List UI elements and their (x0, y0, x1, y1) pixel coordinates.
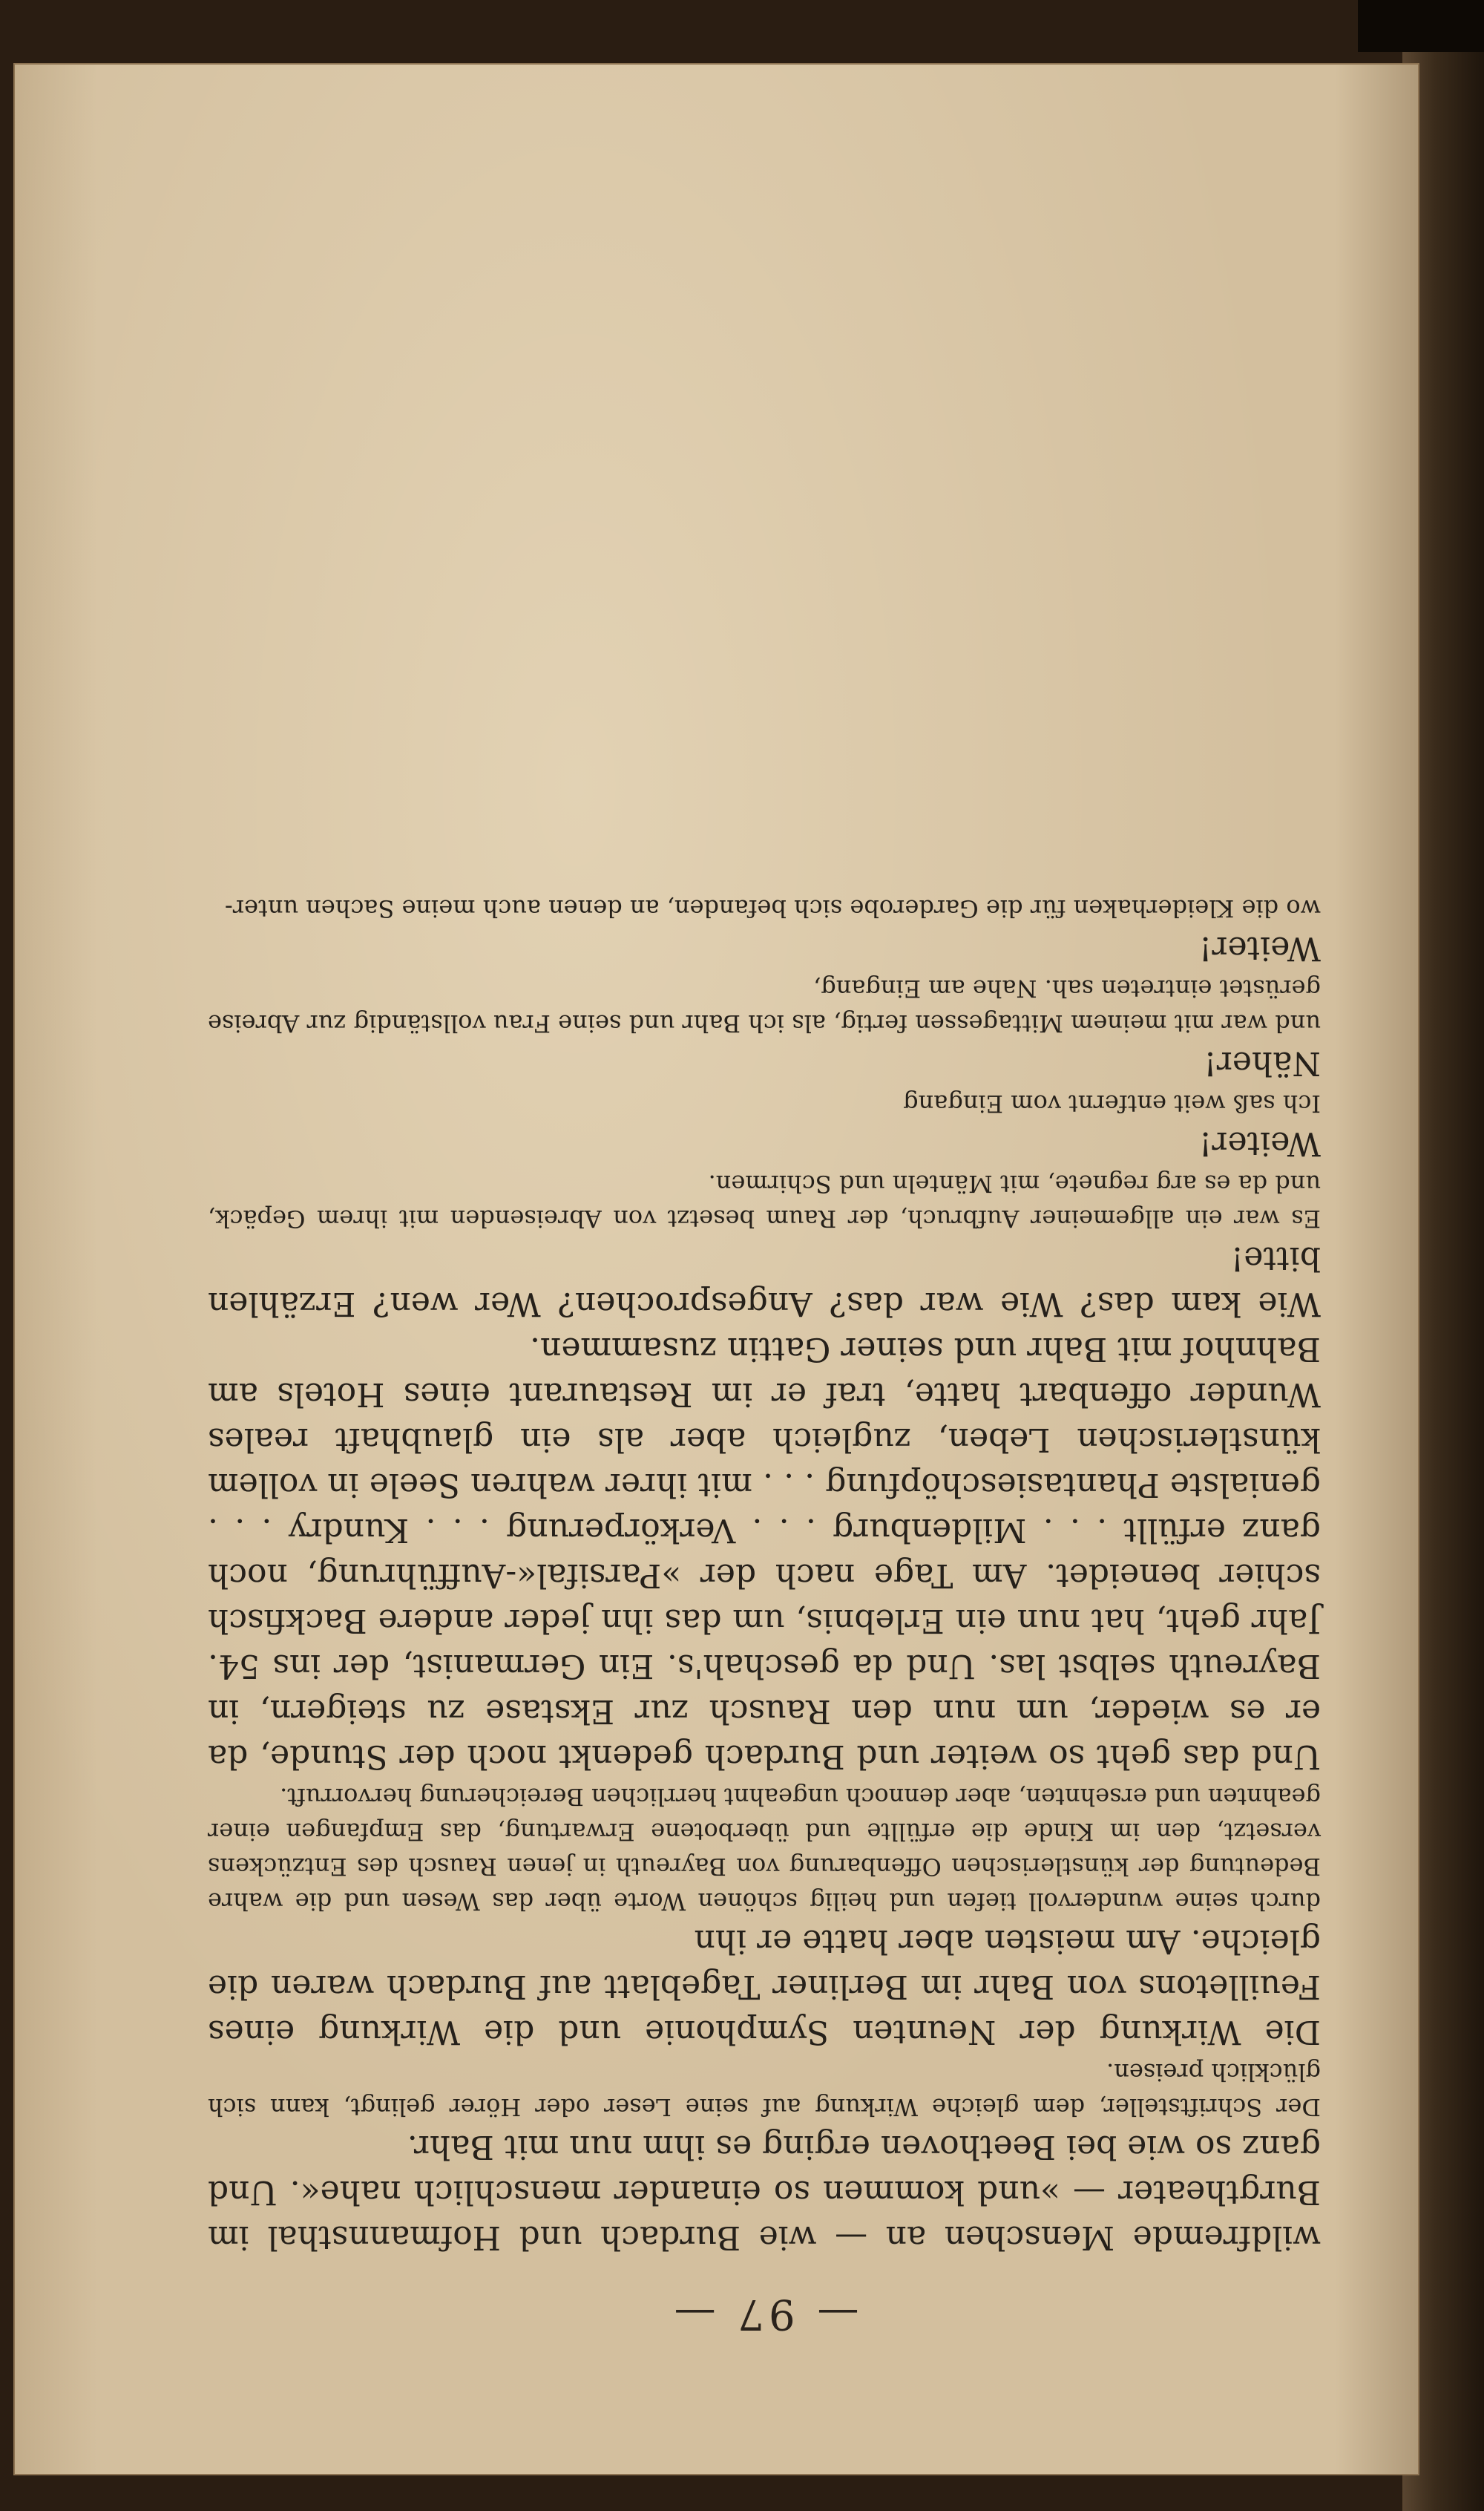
paragraph: wo die Kleiderhaken für die Garderobe sich befanden, an denen auch meine Sachen unter- (224, 894, 1321, 923)
paragraph: Weiter! (1198, 1124, 1321, 1162)
paragraph: und war mit meinem Mittagessen fertig, als ich Bahr und seine Frau vollständig zur Abreise gerüstet eintreten sah. Nahe am Eingang, (208, 975, 1321, 1038)
dark-background-corner (1358, 0, 1484, 52)
paragraph: Die Wirkung der Neunten Symphonie und die Wirkung eines Feuilletons von Bahr im Berliner Tageblatt auf Burdach waren die gleiche. Am meisten aber hatte er ihn (208, 1922, 1321, 2051)
paragraph: wildfremde Menschen an — wie Burdach und Hofmannsthal im Burgtheater — »und kommen so einander menschlich nahe«. Und ganz so wie bei Beethoven erging es ihm nun mit Bahr. (208, 2128, 1321, 2256)
text-column (208, 891, 1321, 2338)
paragraph: Wie kam das? Wie war das? Angesprochen? Wer wen? Erzählen bitte! (208, 1240, 1321, 1323)
page-number: — 97 — (669, 2290, 859, 2338)
paragraph: Ich saß weit entfernt vom Eingang (903, 1090, 1321, 1118)
upside-down-text-region (208, 63, 1321, 2475)
paragraph: Weiter! (1198, 929, 1321, 967)
paragraph-list (208, 891, 1321, 2260)
paragraph: durch seine wundervoll tiefen und heilig schönen Worte über das Wesen und die wahre Bedeutung der künstlerischen Offenbarung von Bayreuth in jenen Rausch des Entzückens versetzt, den im Kinde die erfüllte und überbotene Erwartung, das Empfangen einer geahnten und ersehnten, aber dennoch ungeahnt herrlichen Bereicherung hervorruft. (208, 1783, 1321, 1916)
paragraph: Und das geht so weiter und Burdach gedenkt noch der Stunde, da er es wieder, um nun den Rausch zur Ekstase zu steigern, in Bayreuth selbst las. Und da geschah's. Ein Germanist, der ins 54. Jahr geht, hat nun ein Erlebnis, um das ihn jeder andere Backfisch schier beneidet. Am Tage nach der »Parsifal«-Aufführung, noch ganz erfüllt . . . Mildenburg . . . Verkörperung . . . Kundry . . . genialste Phantasieschöpfung . . . mit ihrer wahren Seele in vollem künstlerischen Leben, zugleich aber als ein glaubhaft reales Wunder offenbart hatte, traf er im Restaurant eines Hotels am Bahnhof mit Bahr und seiner Gattin zusammen. (208, 1330, 1321, 1775)
book-page (13, 63, 1419, 2475)
paragraph: Näher! (1204, 1044, 1321, 1082)
paragraph: Der Schriftsteller, dem gleiche Wirkung auf seine Leser oder Hörer gelingt, kann sich glücklich preisen. (208, 2058, 1321, 2121)
paragraph: Es war ein allgemeiner Aufbruch, der Raum besetzt von Abreisenden mit ihrem Gepäck, und da es arg regnete, mit Mänteln und Schirmen. (208, 1170, 1321, 1233)
